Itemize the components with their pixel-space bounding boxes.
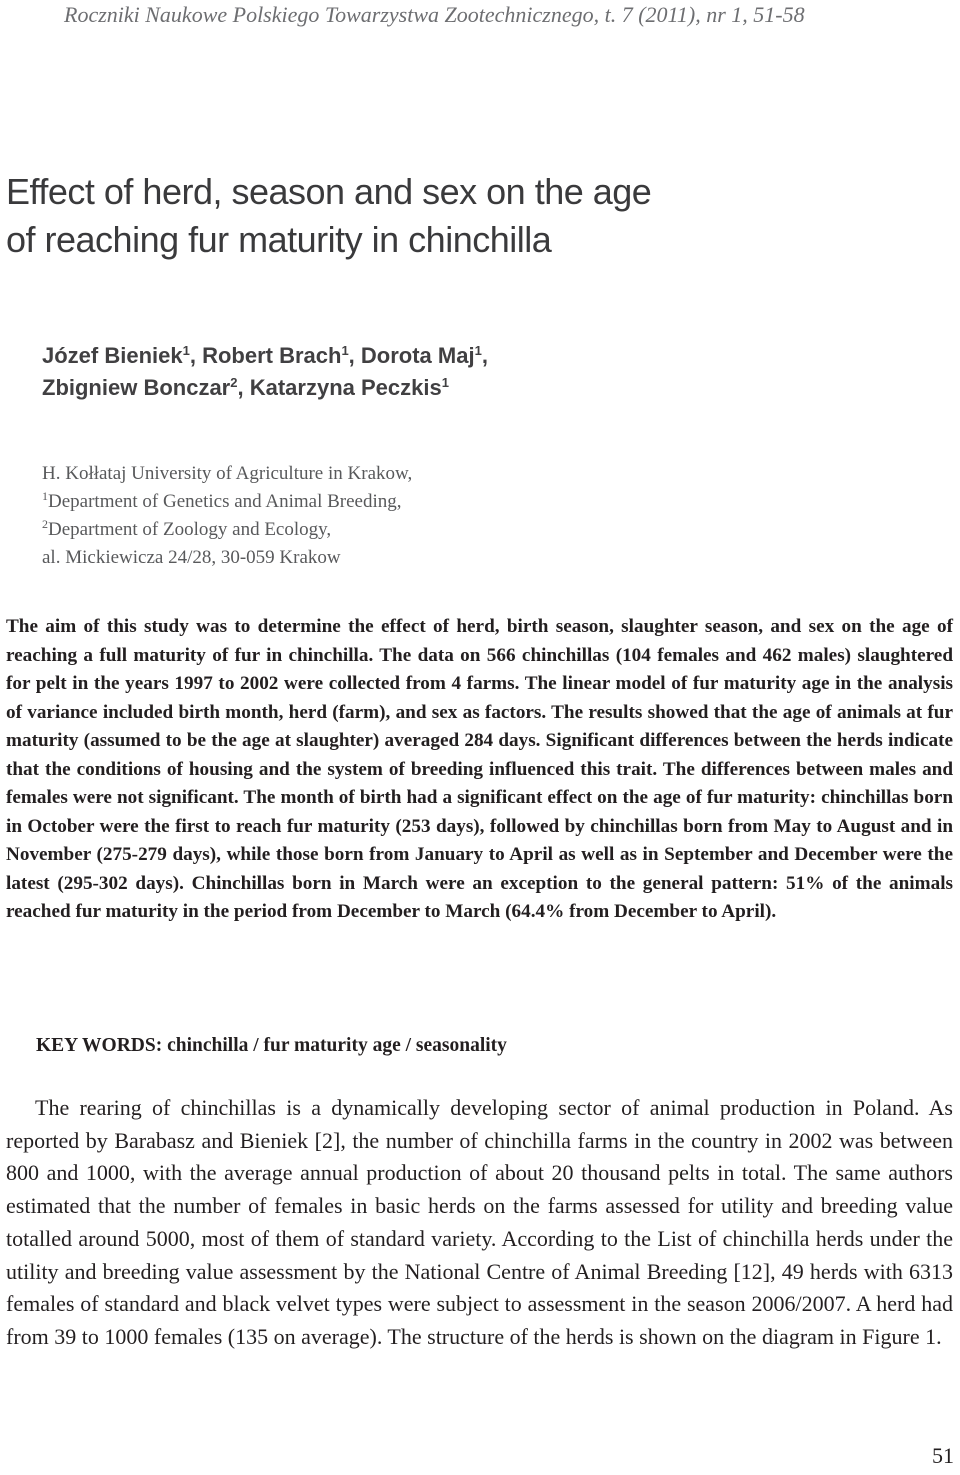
- title-line-2: of reaching fur maturity in chinchilla: [6, 219, 552, 260]
- author-affiliation-mark: 1: [441, 375, 449, 390]
- journal-header: Roczniki Naukowe Polskiego Towarzystwa Zootechnicznego, t. 7 (2011), nr 1, 51-58: [64, 2, 805, 27]
- affiliation-university: H. Kołłataj University of Agriculture in Krakow,: [42, 463, 413, 484]
- author-affiliation-mark: 1: [474, 343, 482, 358]
- affiliation-department-2-text: Department of Zoology and Ecology,: [48, 519, 332, 540]
- author-line-2: Zbigniew Bonczar$^2$, Katarzyna Peczkis$^1$: [42, 375, 449, 400]
- author-name: Dorota Maj: [360, 343, 475, 368]
- author-name: Zbigniew Bonczar: [42, 375, 231, 400]
- affiliation-block: [42, 460, 922, 572]
- abstract: The aim of this study was to determine the effect of herd, birth season, slaughter season, and sex on the age of reaching a full maturity of fur in chinchilla. The data on 566 chinchillas (104 females and 462 males) slaughtered for pelt in the years 1997 to 2002 were collected from 4 farms. The linear model of fur maturity age in the analysis of variance included birth month, herd (farm), and sex as factors. The results showed that the age of animals at fur maturity (assumed to be the age at slaughter) averaged 284 days. Significant differences between the herds indicate that the conditions of housing and the system of breeding influenced this trait. The differences between males and females were not significant. The month of birth had a significant effect on the age of fur maturity: chinchillas born in October were the first to reach fur maturity (253 days), followed by chinchillas born from May to August and in November (275-279 days), while those born from January to April as well as in September and December were the latest (295-302 days). Chinchillas born in March were an exception to the general pattern: 51% of the animals reached fur maturity in the period from December to March (64.4% from December to April).: [6, 616, 953, 922]
- affiliation-address: al. Mickiewicza 24/28, 30-059 Krakow: [42, 547, 341, 568]
- author-name: Józef Bieniek: [42, 343, 183, 368]
- author-line-1: Józef Bieniek$^1$, Robert Brach$^1$, Dorota Maj$^1$,: [42, 343, 488, 368]
- affiliation-mark: 1: [42, 489, 48, 503]
- intro-paragraph: The rearing of chinchillas is a dynamically developing sector of animal production in Poland. As reported by Barabasz and Bieniek [2], the number of chinchilla farms in the country in 2002 was between 800 and 1000, with the average annual production of about 20 thousand pelts in total. The same authors estimated that the number of females in basic herds on the farms assessed for utility and breeding value totalled around 5000, most of them of standard variety. According to the List of chinchilla herds under the utility and breeding value assessment by the National Centre of Animal Breeding [12], 49 herds with 6313 females of standard and black velvet types were subject to assessment in the season 2006/2007. A herd had from 39 to 1000 females (135 on average). The structure of the herds is shown on the diagram in Figure 1.: [6, 1095, 953, 1349]
- author-name: Katarzyna Peczkis: [249, 375, 442, 400]
- affiliation-department-1: [42, 488, 922, 516]
- article-title: [6, 168, 906, 264]
- affiliation-department-1-text: Department of Genetics and Animal Breeding,: [48, 491, 402, 512]
- affiliation-department-2: [42, 516, 922, 544]
- author-affiliation-mark: 1: [182, 343, 190, 358]
- keywords: KEY WORDS: chinchilla / fur maturity age / seasonality: [36, 1035, 507, 1056]
- page-number: 51: [932, 1443, 954, 1468]
- author-list: [42, 340, 922, 404]
- affiliation-mark: 2: [42, 517, 48, 531]
- author-affiliation-mark: 2: [230, 375, 238, 390]
- author-name: Robert Brach: [202, 343, 342, 368]
- author-affiliation-mark: 1: [341, 343, 349, 358]
- title-line-1: Effect of herd, season and sex on the age: [6, 171, 652, 212]
